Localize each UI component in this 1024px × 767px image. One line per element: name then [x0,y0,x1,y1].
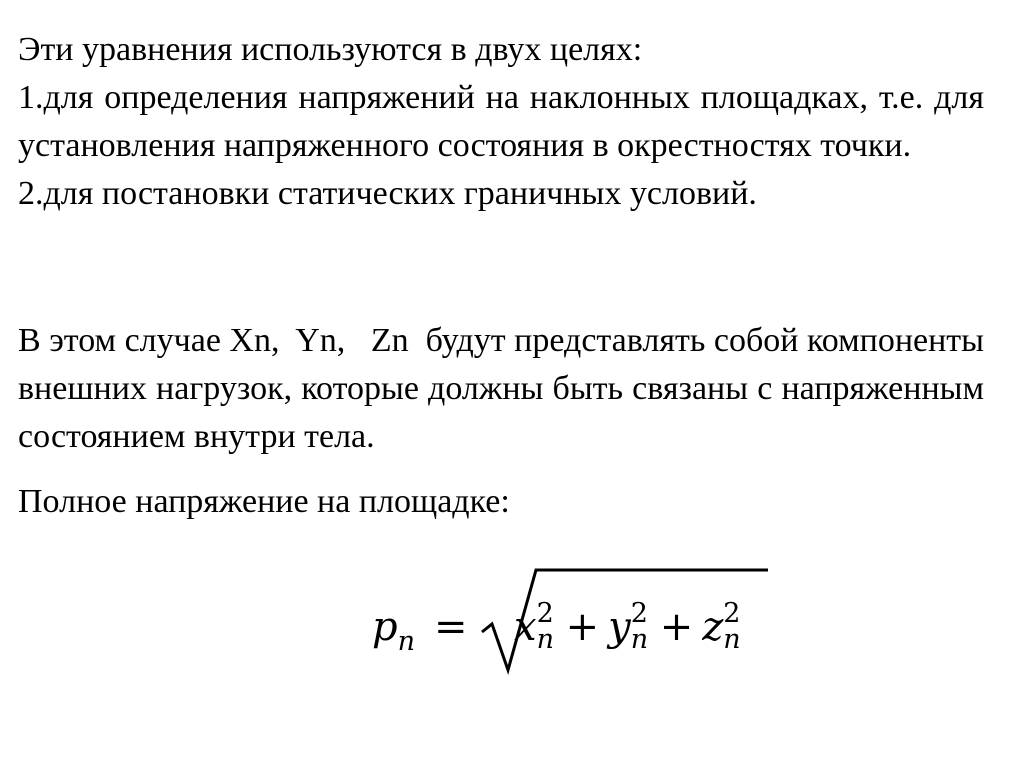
term-x-base: x [514,604,537,650]
formula-lhs-base: p [372,604,398,650]
formula-equals: = [434,604,468,650]
term-x-sup: 2 [536,598,554,629]
term-y-sub: n [630,624,649,655]
formula-radicand [514,598,743,655]
components-paragraph: В этом случае Xn, Yn, Zn будут представлять собой компоненты внешних нагрузок, которые должны быть связаны с напряженным состоянием внутри тела. [18,322,993,455]
intro-block [18,26,984,218]
list-item-1: 1.для определения напряжений на наклонных площадках, т.е. для установления напряженного состояния в окрестностях точки. [18,79,984,164]
term-y-base: y [608,604,631,650]
formula-lhs [372,604,415,657]
list-item-2: 2.для постановки статических граничных условий. [18,175,757,212]
term-x-sub: n [536,624,554,655]
term-z-sub: n [723,624,741,655]
formula-lhs-sub: n [397,626,415,657]
full-stress-label: Полное напряжение на площадке: [18,483,510,520]
term-z [702,598,743,655]
plus-sign: + [659,604,694,650]
components-block [18,317,993,461]
full-stress-block [18,478,984,526]
full-stress-formula [372,566,792,676]
term-y-sup: 2 [630,598,648,629]
plus-sign: + [565,604,600,650]
term-z-base: z [702,604,724,650]
term-z-sup: 2 [723,598,741,629]
term-y [608,598,651,655]
term-x [514,598,557,655]
intro-heading: Эти уравнения используются в двух целях: [18,31,643,68]
